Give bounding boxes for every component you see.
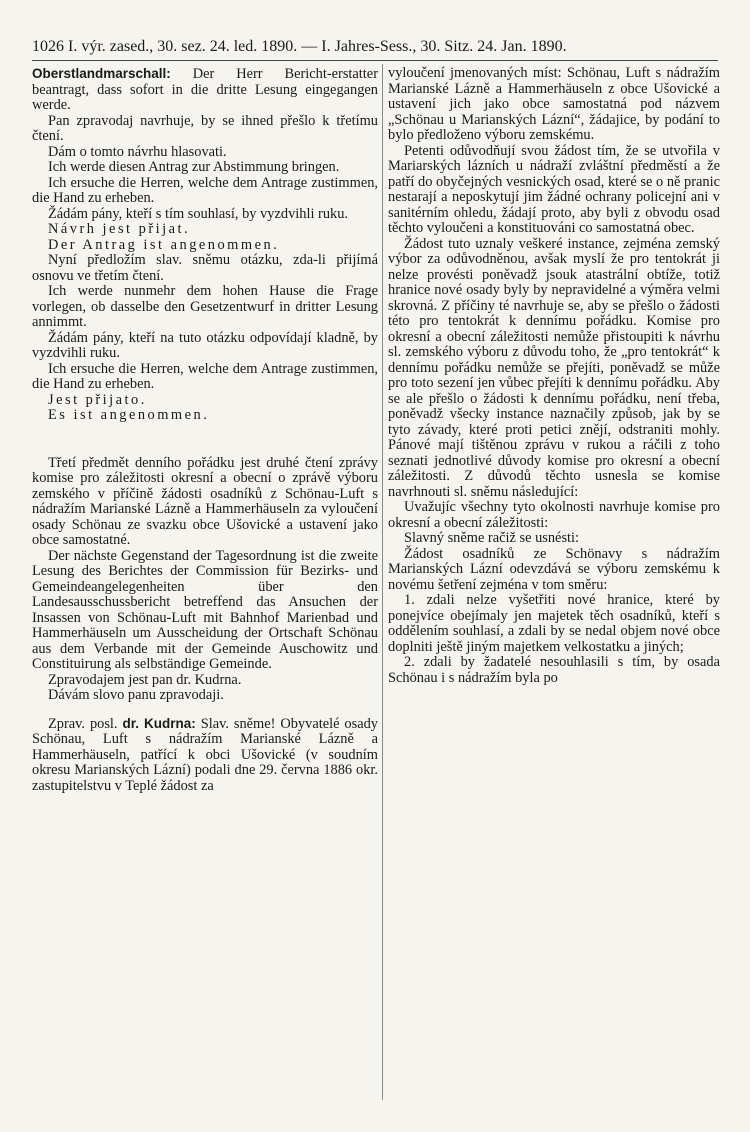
paragraph: Dám o tomto návrhu hlasovati. [48,143,227,160]
spacer [32,704,378,716]
paragraph: Žádám pány, kteří s tím souhlasí, by vyzdvihli ruku. [48,205,349,222]
paragraph: Slavný sněme račiž se usnésti: [404,530,580,546]
page-header: 1026 I. výr. zased., 30. sez. 24. led. 1890. — I. Jahres-Sess., 30. Sitz. 24. Jan. 1890. [32,38,567,55]
paragraph: 2. zdali by žadatelé nesouhlasili s tím, by osada Schönau i s nádražím byla po [388,654,720,686]
paragraph: Ich werde diesen Antrag zur Abstimmung bringen. [48,159,340,175]
paragraph: vyloučení jmenovaných míst: Schönau, Luft s nádražím Marianské Lázně a Hammerhäuseln z obce Ušovické a ustavení jich jako obce samostatná pod názvem „Schönau u Marianských Lázní“, žádajice, by podání to bylo předloženo výboru zemskému. [388,65,720,143]
paragraph: Oberstlandmarschall: Der Herr Bericht-erstatter beantragt, dass sofort in die dritte Lesung eingegangen werde. [32,66,378,113]
paragraph: Es ist angenommen. [48,407,210,423]
paragraph: Uvažujíc všechny tyto okolnosti navrhuje komise pro okresní a obecní záležitosti: [388,499,720,531]
paragraph: Žádám pány, kteří na tuto otázku odpovídají kladně, by vyzdvihli ruku. [32,329,378,361]
right-column [388,66,720,686]
speaker-name: dr. Kudrna: [122,715,196,731]
paragraph: Der nächste Gegenstand der Tagesordnung ist die zweite Lesung des Berichtes der Commission für Bezirks- und Gemeindeangelegenheiten über den Landesausschussbericht betreffend das Ansuchen der Insassen von Schönau-Luft mit Bahnhof Marienbad und Hammerhäuseln um Ausscheidung der Ortschaft Schönau aus dem Verbande mit der Gemeinde Auschowitz und Constituirung als selbständige Gemeinde. [32,547,378,672]
paragraph: Nyní předložím slav. sněmu otázku, zda-li přijímá osnovu ve třetím čtení. [32,252,378,284]
paragraph: Petenti odůvodňují svou žádost tím, že se utvořila v Mariarských lázních u nádraží zvláštní předměstí a že patří do obyčejných vesnických osad, které se o ně pranic nestarají a neposkytují jim žádné ochrany policejní ani v sanitérním ohledu, žádají proto, aby byli z obvodu osad těchto vyloučeni a konstituováni co samostatná obec. [388,142,720,236]
paragraph: Pan zpravodaj navrhuje, by se ihned přešlo k třetímu čtení. [32,112,378,144]
spacer [32,424,378,456]
paragraph: Zprav. posl. dr. Kudrna: Slav. sněme! Obyvatelé osady Schönau, Luft s nádražím Marianské Lázně a Hammerhäuseln, patřící k obci Ušovické (v soudním okresu Marianských Lázní) podali dne 29. června 1886 okr. zastupitelstvu v Teplé žádost za [32,715,378,794]
header-rule [32,60,718,61]
paragraph: Ich werde nunmehr dem hohen Hause die Frage vorlegen, ob dasselbe den Gesetzentwurf in dritter Lesung annimmt. [32,283,378,330]
paragraph: Ich ersuche die Herren, welche dem Antrage zustimmen, die Hand zu erheben. [32,360,378,392]
paragraph: Ich ersuche die Herren, welche dem Antrage zustimmen, die Hand zu erheben. [32,174,378,206]
paragraph: Jest přijato. [48,391,147,408]
paragraph: Der Antrag ist angenommen. [48,236,280,253]
paragraph: Třetí předmět denního pořádku jest druhé čtení zprávy komise pro záležitosti okresní a obecní o zprávě výboru zemského v příčině žádosti osadníků z Schönau-Luft s nádražím Marianské Lázně a Hammerhäuseln za vyloučení osady Schönau ze svazku obce Ušovické a ustavení jako obce samostatné. [32,454,378,548]
speaker-name: Oberstlandmarschall: [32,66,171,81]
paragraph: 1. zdali nelze vyšetřiti nové hranice, které by ponejvíce obejímaly jen majetek těch osadníků, kteří s oddělením souhlasí, a zdali by se nedal objem nové obce doplniti ještě jiným majetkem velkostatku a jiných; [388,592,720,655]
column-divider [382,64,383,1100]
paragraph: Návrh jest přijat. [48,221,191,237]
paragraph: Zpravodajem jest pan dr. Kudrna. [48,671,242,688]
paragraph: Žádost osadníků ze Schönavy s nádražím Marianských Lázní odevzdává se výboru zemskému k novému šetření zejména v tom směru: [388,545,720,593]
paragraph: Dávám slovo panu zpravodaji. [48,687,224,703]
paragraph: Žádost tuto uznaly veškeré instance, zejména zemský výbor za odůvodněnou, avšak myslí že pro tentokrát ji nelze provésti poněvadž jsouk atastrální obtíže, totiž hranice nové osady byly by nepravidelné a výměra velmi skrovná. Z příčiny té navrhuje se, aby se přešlo o žádosti této pro tentokrát k dennímu pořádku. Komise pro okresní a obecní záležitosti nemůže přistoupiti k návrhu sl. zemského výboru z důvodu toho, že „pro tentokrát“ k dennímu pořádku nemůže se přejíti, poněvadž se může pro toto sezení jen vůbec přejíti k dennímu pořádku. Aby se ale přešlo o žádosti k dennímu pořádku, není třeba, poněvadž všecky instance naznačily způsob, jak by se tyto závady, které proti petici znějí, odstraniti mohly. Pánové mají tištěnou zprávu v rukou a ráčili z toho seznati jednotlivé důvody komise pro okresní a obecní záležitosti. Z důvodů těchto usnesla se komise navrhnouti sl. sněmu následující: [388,235,720,500]
left-column [32,66,378,794]
